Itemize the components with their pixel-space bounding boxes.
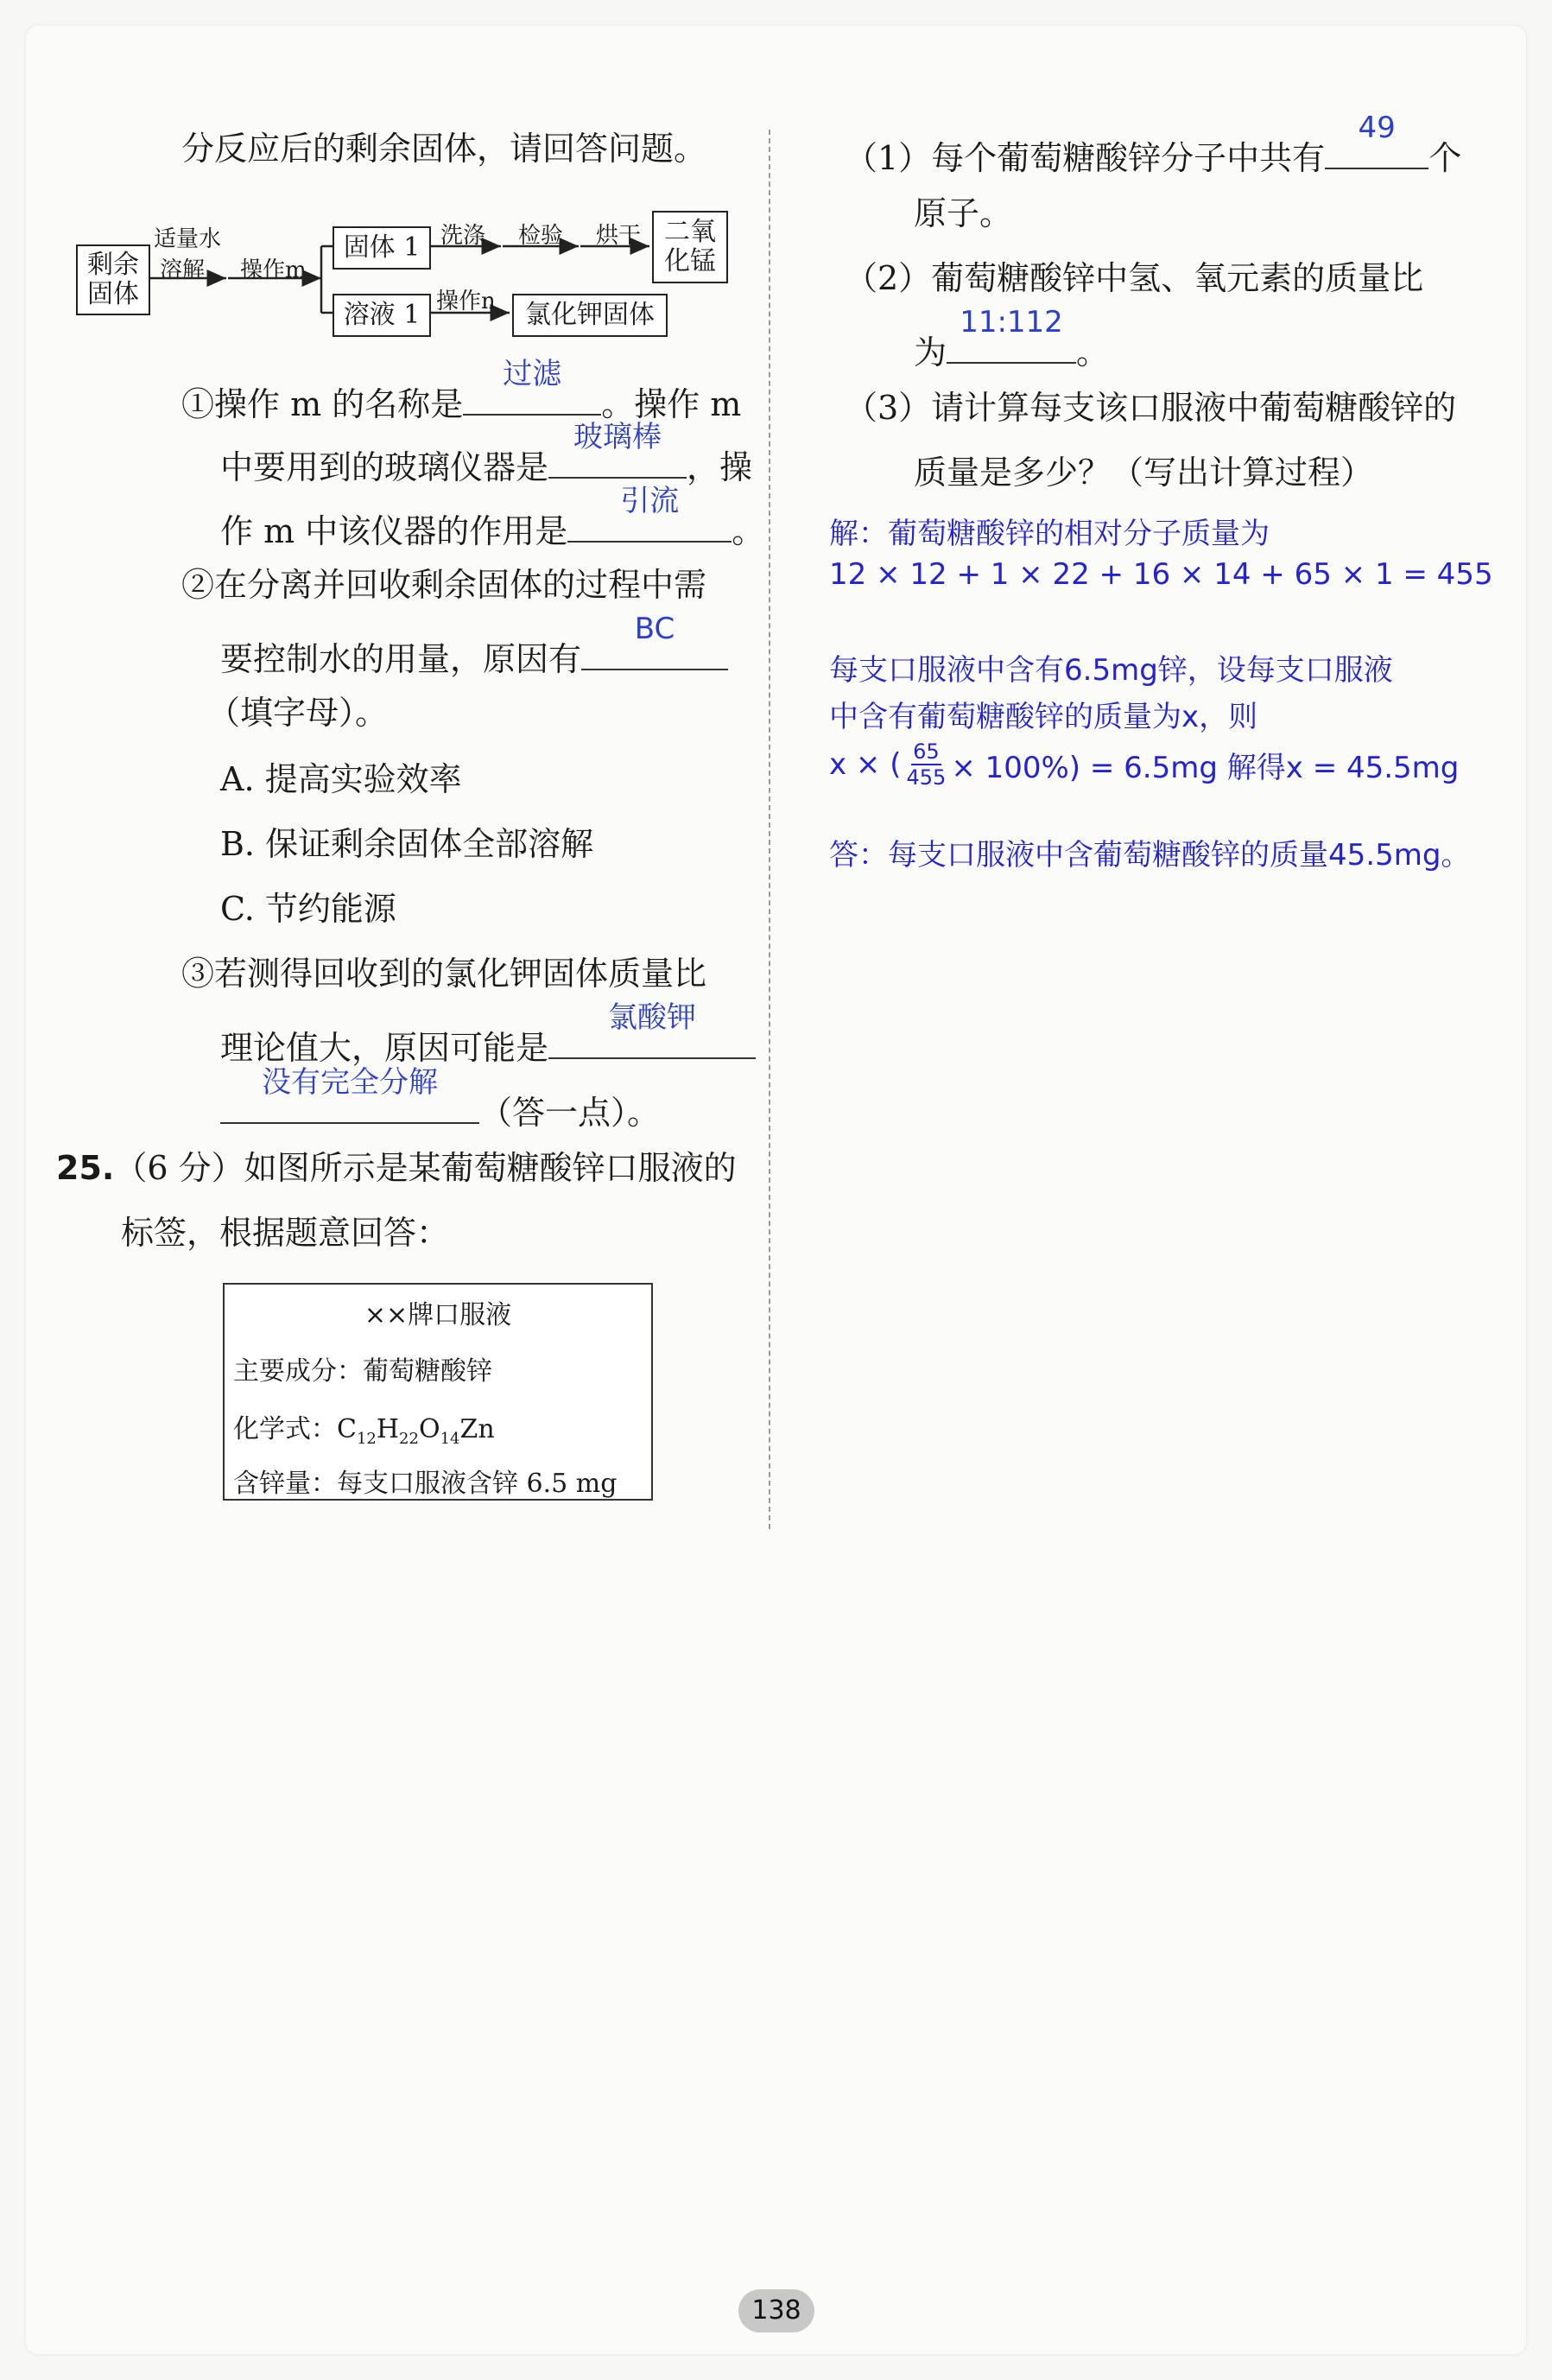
q3-answer-1: 氯酸钾	[608, 1000, 697, 1035]
solution-fraction	[907, 739, 947, 790]
flow-op-n: 操作n	[436, 289, 496, 314]
q1-line2	[220, 420, 753, 488]
q3-line2	[220, 1000, 756, 1069]
q2-line2	[220, 612, 728, 680]
r-q2-blank	[947, 305, 1076, 364]
r-q3-line1: （3）请计算每支该口服液中葡萄糖酸锌的	[845, 389, 1457, 427]
flow-solution1-box	[333, 294, 431, 337]
flow-kcl-label: 氯化钾固体	[525, 299, 655, 330]
q2-option-a: A. 提高实验效率	[220, 760, 462, 798]
label-formula-prefix: 化学式：	[233, 1414, 337, 1444]
r-q1-blank	[1325, 111, 1428, 169]
formula-o: O	[418, 1414, 440, 1444]
q2-blank	[581, 612, 728, 670]
q1-text-b: 。操作 m	[601, 385, 742, 423]
q1-text-c: 中要用到的玻璃仪器是	[220, 448, 549, 486]
q3-blank-2	[220, 1065, 479, 1124]
label-ingredient: 主要成分：葡萄糖酸锌	[233, 1356, 492, 1387]
q2-line1: ②在分离并回收剩余固体的过程中需	[181, 566, 707, 604]
r-q1-line1	[845, 111, 1462, 179]
r-q1-text-b: 个	[1428, 139, 1462, 177]
intro-text: 分反应后的剩余固体，请回答问题。	[181, 130, 707, 168]
label-formula	[233, 1407, 495, 1448]
fraction-denominator: 455	[906, 765, 947, 790]
q3-line1: ③若测得回收到的氯化钾固体质量比	[181, 955, 707, 993]
formula-h: H	[376, 1414, 400, 1444]
flow-mno2-box	[652, 211, 728, 283]
formula-c: C	[337, 1414, 357, 1444]
label-zinc: 含锌量：每支口服液含锌 6.5 mg	[233, 1469, 618, 1499]
q25-number: 25.	[56, 1149, 115, 1187]
fraction-numerator: 65	[913, 739, 940, 764]
r-q2-line1: （2）葡萄糖酸锌中氢、氧元素的质量比	[845, 259, 1424, 297]
q3-text-c: （答一点）。	[479, 1094, 661, 1132]
q1-answer-a: 过滤	[503, 357, 562, 391]
r-q2-line2	[914, 305, 1110, 373]
page-number: 138	[738, 2289, 814, 2332]
solution-line2: 12 × 12 + 1 × 22 + 16 × 14 + 65 × 1 = 455	[829, 557, 1493, 592]
flow-wash: 洗涤	[440, 223, 486, 249]
q1-text-a: ①操作 m 的名称是	[181, 385, 464, 423]
q3-line3	[220, 1065, 661, 1133]
formula-zn: Zn	[459, 1414, 495, 1444]
q1-line3	[220, 484, 765, 552]
formula-h-sub: 22	[399, 1430, 419, 1448]
q3-answer-2: 没有完全分解	[262, 1065, 438, 1100]
label-title: ××牌口服液	[364, 1300, 512, 1330]
solution-line3: 每支口服液中含有6.5mg锌，设每支口服液	[829, 653, 1393, 688]
solution-line5-a: x × (	[829, 747, 902, 782]
flow-solid1-box	[333, 226, 431, 270]
q1-text-e: 作 m 中该仪器的作用是	[220, 512, 568, 550]
q1-answer-c: 引流	[620, 484, 680, 518]
r-q2-text-b: 为	[914, 333, 947, 371]
flow-dry: 烘干	[596, 223, 642, 249]
flow-start-label: 剩余固体	[87, 249, 139, 309]
flow-mno2-label: 二氧化锰	[664, 216, 716, 276]
solution-line4: 中含有葡萄糖酸锌的质量为x，则	[829, 700, 1258, 734]
q2-answer: BC	[634, 612, 675, 646]
product-label	[223, 1283, 653, 1501]
flow-kcl-box	[512, 294, 668, 337]
q2-option-b: B. 保证剩余固体全部溶解	[220, 825, 594, 863]
r-q2-text-c: 。	[1076, 333, 1110, 371]
q25-line2: 标签，根据题意回答：	[121, 1214, 450, 1252]
solution-line5-b: × 100%) = 6.5mg 解得x = 45.5mg	[951, 750, 1460, 785]
r-q1-text-a: （1）每个葡萄糖酸锌分子中共有	[845, 139, 1326, 177]
flow-test: 检验	[518, 223, 564, 249]
flow-solution1-label: 溶液 1	[343, 299, 421, 330]
q2-option-c: C. 节约能源	[220, 890, 396, 928]
q3-blank-1	[548, 1000, 756, 1059]
flow-solid1-label: 固体 1	[343, 232, 421, 263]
q1-answer-b: 玻璃棒	[573, 420, 662, 454]
q1-blank-c	[567, 484, 732, 543]
q1-blank-b	[548, 420, 687, 479]
q1-blank-a	[463, 357, 601, 416]
q1-text-f: 。	[732, 512, 765, 550]
flow-op-m: 操作m	[240, 257, 307, 283]
q3-text-b: 理论值大，原因可能是	[220, 1029, 549, 1067]
formula-o-sub: 14	[440, 1430, 460, 1448]
r-q3-line2: 质量是多少？（写出计算过程）	[914, 454, 1374, 492]
q1-line1	[181, 357, 742, 425]
q2-text-b: 要控制水的用量，原因有	[220, 640, 582, 678]
q2-line3: （填字母）。	[207, 694, 389, 732]
q1-text-d: ，操	[687, 448, 753, 486]
solution-line6: 答：每支口服液中含葡萄糖酸锌的质量45.5mg。	[829, 838, 1471, 873]
formula-c-sub: 12	[356, 1430, 377, 1448]
q25-text-1: （6 分）如图所示是某葡萄糖酸锌口服液的	[114, 1149, 737, 1187]
flow-step1-top: 适量水	[154, 226, 222, 252]
solution-line5	[829, 739, 1459, 790]
solution-line1: 解：葡萄糖酸锌的相对分子质量为	[829, 517, 1270, 551]
r-q1-answer: 49	[1358, 111, 1396, 145]
r-q2-answer: 11:112	[960, 305, 1063, 340]
r-q1-line2: 原子。	[914, 194, 1013, 232]
flow-step1-bottom: 溶解	[160, 257, 206, 283]
q25-line1	[56, 1149, 737, 1189]
